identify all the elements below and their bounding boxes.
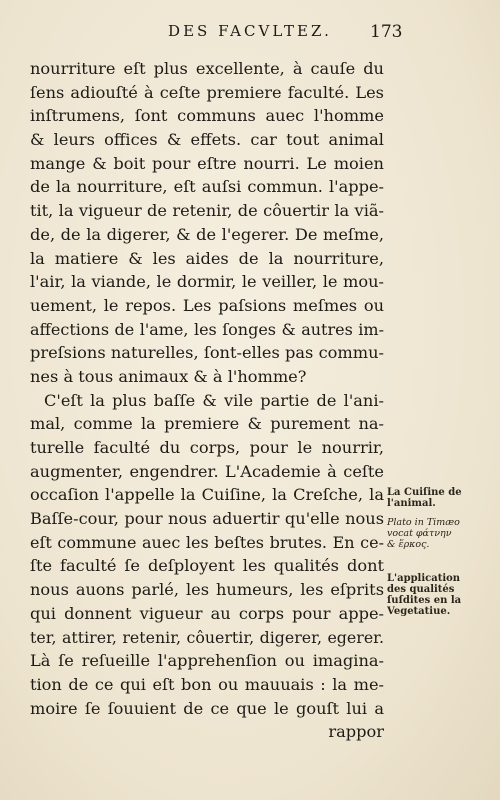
text-line: Baſſe-cour, pour nous aduertir qu'elle nous [30, 509, 384, 529]
text-line: preſsions naturelles, ſont-elles pas commu- [30, 343, 384, 363]
running-title: DES FACVLTEZ. [168, 22, 332, 40]
page-number: 173 [370, 22, 403, 42]
text-line: & leurs offices & effets. car tout animal [30, 130, 384, 150]
margin-note-cuisine-1: La Cuiſine de [387, 487, 462, 498]
paragraph-start-line: C'eſt la plus baſſe & vile partie de l'ani- [44, 390, 384, 410]
text-line: nourriture eſt plus excellente, à cauſe du [30, 59, 384, 78]
text-line: la matiere & les aides de la nourriture, [30, 248, 384, 268]
text-line: Là ſe reſueille l'apprehenſion ou imagina- [30, 651, 384, 671]
text-line: de la nourriture, eſt auſsi commun. l'appe- [30, 177, 384, 197]
margin-note-application-2: des qualités [387, 584, 455, 595]
text-line: moire ſe ſouuient de ce que le gouſt lui a [30, 698, 384, 718]
margin-note-application-1: L'application [387, 573, 461, 584]
text-line: mal, comme la premiere & purement na- [30, 414, 384, 434]
text-line: uement, le repos. Les paſsions meſmes ou [30, 295, 384, 315]
text-line: ter, attirer, retenir, côuertir, digerer, egerer. [30, 627, 384, 647]
text-line: l'air, la viande, le dormir, le veiller, le mou- [30, 272, 384, 292]
margin-note-plato-3: & ἕρκος. [387, 539, 430, 550]
text-line: affections de l'ame, les ſonges & autres im- [30, 319, 384, 339]
margin-note-plato-1: Plato in Timæo [387, 517, 460, 528]
text-line: tion de ce qui eſt bon ou mauuais : la me- [30, 674, 384, 694]
text-line: eſt commune auec les beſtes brutes. En ce- [30, 532, 384, 552]
text-line: mange & boit pour eſtre nourri. Le moien [30, 153, 384, 173]
text-line: inſtrumens, ſont communs auec l'homme [30, 106, 384, 126]
text-line: qui donnent vigueur au corps pour appe- [30, 603, 384, 623]
margin-note-cuisine-2: l'animal. [387, 498, 436, 509]
margin-note-application-4: Vegetatiue. [387, 606, 451, 617]
margin-note-application-3: ſuſdites en la [387, 595, 462, 606]
text-line: augmenter, engendrer. L'Academie à ceſte [30, 461, 384, 481]
text-line: nous auons parlé, les humeurs, les eſprits [30, 580, 384, 600]
text-line: nes à tous animaux & à l'homme? [30, 366, 307, 386]
body-text [30, 57, 384, 744]
text-line: occaſion l'appelle la Cuiſine, la Creſche, la [30, 485, 384, 505]
margin-note-plato-2: vocat φάτνην [387, 528, 452, 539]
text-line: tit, la vigueur de retenir, de côuertir la viã- [30, 201, 384, 221]
text-line: ſte faculté ſe deſployent les qualités dont [30, 556, 384, 576]
text-line: turelle faculté du corps, pour le nourrir, [30, 438, 384, 457]
text-line: ſens adiouſté à ceſte premiere faculté. Les [30, 82, 384, 102]
text-line: de, de la digerer, & de l'egerer. De meſme, [30, 224, 384, 244]
catchword: rappor [328, 722, 384, 742]
